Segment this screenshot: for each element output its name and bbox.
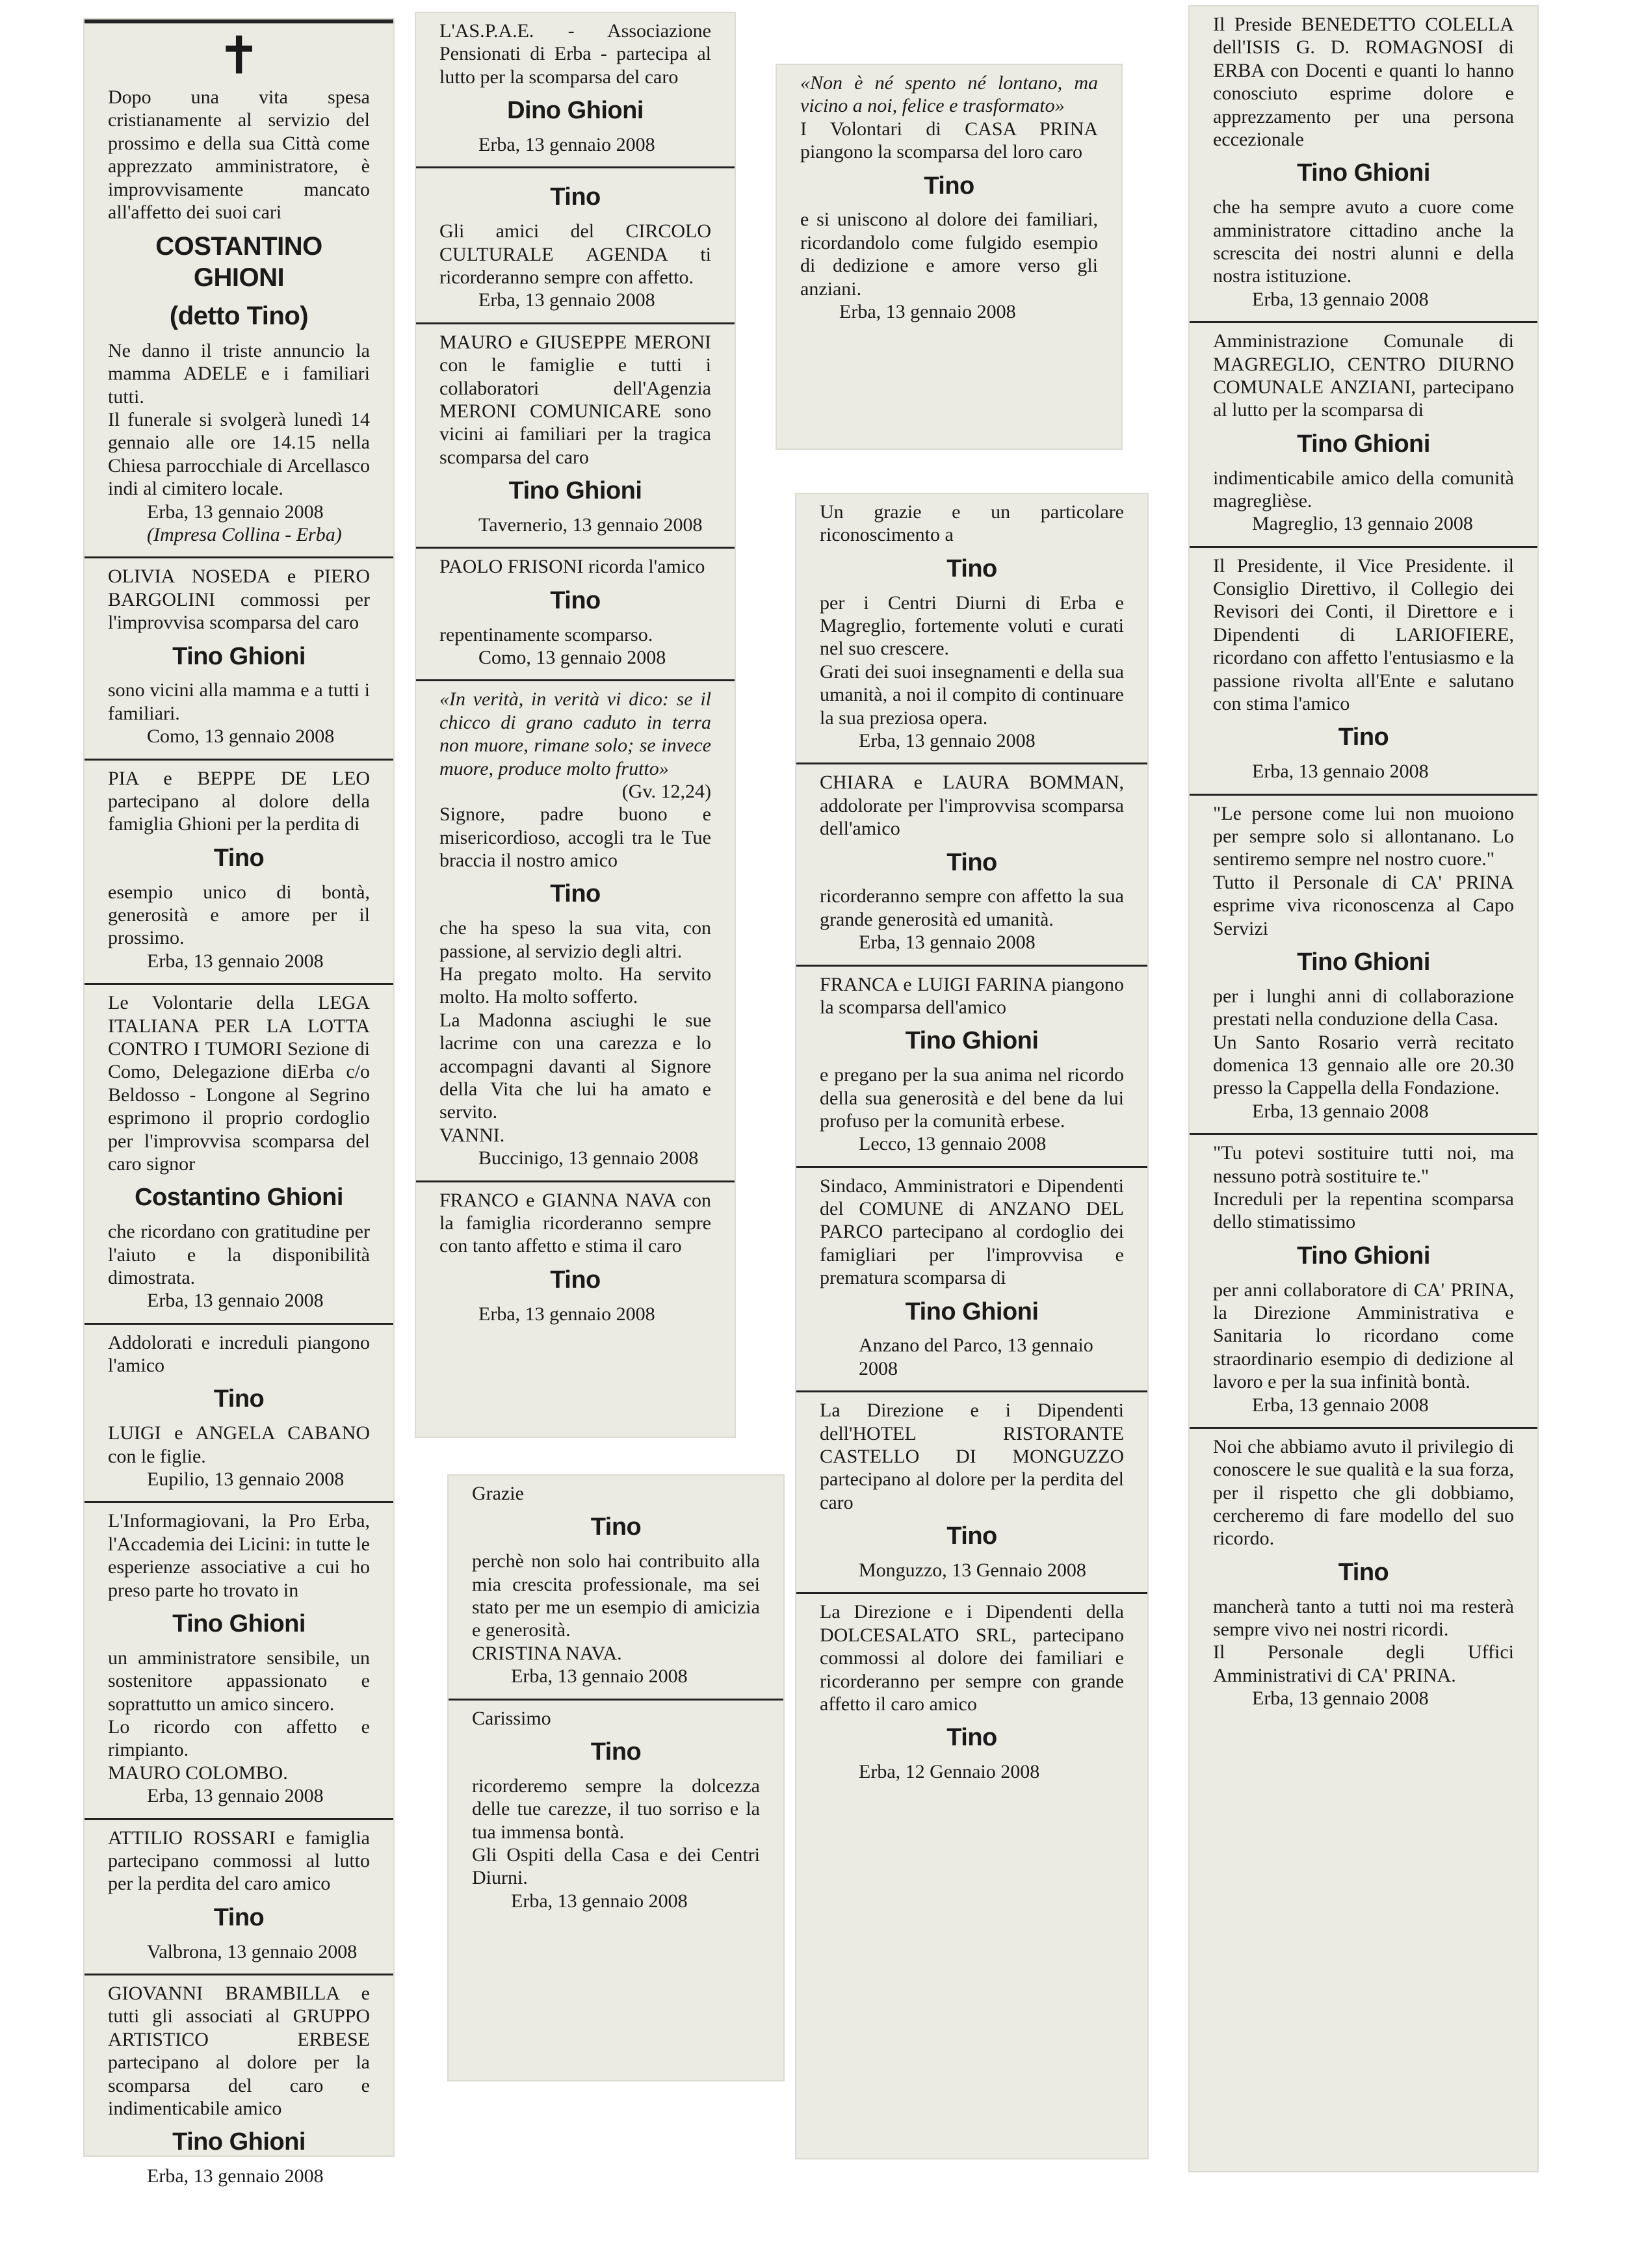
notice-place-date: Valbrona, 13 gennaio 2008 [147,1940,358,1962]
notice-text: Signore, padre buono e misericordioso, accogli tra le Tue braccia il nostro amico [439,803,711,872]
deceased-name: Tino Ghioni [1297,1242,1430,1270]
notice-place-date: Erba, 13 gennaio 2008 [147,501,324,523]
notice-text: Tutto il Personale di CA' PRINA esprime viva riconoscenza al Capo Servizi [1213,871,1514,939]
gospel-quote: «In verità, in verità vi dico: se il chicco di grano caduto in terra non muore, rimane solo; se invece muore, produce molto frutto» [439,688,711,779]
notice-place-date: Erba, 13 gennaio 2008 [511,1665,688,1688]
notice-text: Ne danno il triste annuncio la mamma ADELE e i familiari tutti. [108,339,370,408]
clipping-column-3-upper [777,65,1121,449]
notice-text: Carissimo [472,1707,551,1729]
notice-text: Le Volontarie della LEGA ITALIANA PER LA LOTTA CONTRO I TUMORI Sezione di Como, Delegazione diErba c/o Beldosso - Longone al Segrino esprimono il proprio cordoglio per l'improvvisa scomparsa del caro signor [108,992,370,1175]
deceased-name: Tino [590,1513,642,1541]
notice-text: per anni collaboratore di CA' PRINA, la Direzione Amministrativa e Sanitaria lo ricordano come straordinario esempio di dedizione al lavoro e per la sua infinità bontà. [1213,1279,1514,1393]
deceased-name: Tino Ghioni [1297,159,1430,187]
deceased-name: Costantino Ghioni [135,1184,343,1212]
notice-n7 [85,1818,393,1974]
notice-n2 [85,556,393,758]
notice-n6 [85,1501,393,1818]
notice-text: PAOLO FRISONI ricorda l'amico [439,556,705,578]
notice-text: LUIGI e ANGELA CABANO con le figlie. [108,1422,370,1467]
notice-n17 [777,65,1121,333]
funeral-home: (Impresa Collina - Erba) [147,524,342,546]
notice-text: mancherà tanto a tutti noi ma resterà sempre vivo nei nostri ricordi. [1213,1595,1514,1641]
notice-text: Il funerale si svolgerà lunedì 14 gennaio alle ore 14.15 nella Chiesa parrocchiale di Arcellasco indi al cimitero locale. [108,409,370,500]
deceased-nickname: (detto Tino) [169,301,309,330]
notice-text: Noi che abbiamo avuto il privilegio di conoscere le sue qualità e la sua forza, per il rispetto che gli dobbiamo, cercheremo di fare modello del suo ricordo. [1213,1435,1514,1550]
deceased-name: Tino [550,586,601,614]
notice-quote: "Tu potevi sostituire tutti noi, ma nessuno potrà sostituire te." [1213,1142,1514,1187]
deceased-name: Dino Ghioni [507,97,644,125]
notice-signature: Gli Ospiti della Casa e dei Centri Diurni. [472,1844,760,1889]
notice-text: Ha pregato molto. Ha servito molto. Ha molto sofferto. [439,963,711,1008]
notice-text: PIA e BEPPE DE LEO partecipano al dolore della famiglia Ghioni per la perdita di [108,767,370,835]
notice-text: FRANCO e GIANNA NAVA con la famiglia ricorderanno sempre con tanto affetto e stima il caro [439,1189,711,1257]
notice-n29 [1190,1427,1537,1721]
clipping-column-4 [1190,7,1537,2171]
clipping-column-3-lower [796,494,1147,2158]
notice-text: La Madonna asciughi le sue lacrime con una carezza e lo accompagni davanti al Signore della Vita che lui ha amato e servito. [439,1009,711,1123]
notice-place-date: Erba, 13 gennaio 2008 [1252,1100,1429,1122]
notice-place-date: Erba, 13 gennaio 2008 [859,932,1036,954]
notice-n15 [449,1476,783,1699]
gospel-reference: (Gv. 12,24) [621,780,711,802]
notice-n24 [1190,7,1537,321]
clipping-column-2-upper [416,13,735,1437]
notice-text: un amministratore sensibile, un sostenitore appassionato e soprattutto un amico sincero. [108,1647,370,1715]
deceased-name: Tino Ghioni [508,477,642,505]
notice-text: che ha speso la sua vita, con passione, al servizio degli altri. [439,917,711,962]
notice-n19 [796,763,1147,964]
notice-place-date: Erba, 13 gennaio 2008 [511,1890,688,1912]
notice-place-date: Tavernerio, 13 gennaio 2008 [478,514,703,536]
notice-text: ATTILIO ROSSARI e famiglia partecipano commossi al lutto per la perdita del caro amico [108,1827,370,1895]
notice-text: I Volontari di CASA PRINA piangono la scomparsa del loro caro [800,118,1098,163]
notice-n3 [85,759,393,984]
deceased-name: Tino [213,844,265,872]
notice-place-date: Anzano del Parco, 13 gennaio 2008 [859,1335,1093,1379]
notice-text: FRANCA e LUIGI FARINA piangono la scomparsa dell'amico [820,973,1124,1018]
notice-place-date: Erba, 13 gennaio 2008 [1252,1394,1429,1416]
notice-place-date: Erba, 13 gennaio 2008 [147,950,324,972]
deceased-name: Tino Ghioni [1297,948,1430,976]
deceased-name: COSTANTINO GHIONI [155,232,322,292]
notice-n23 [796,1592,1147,1793]
notice-place-date: Erba, 13 gennaio 2008 [478,1303,655,1325]
notice-n21 [796,1166,1147,1391]
notice-n1 [85,23,393,556]
notice-n13 [416,679,735,1180]
deceased-name: Tino Ghioni [172,1610,306,1638]
deceased-name: Tino Ghioni [905,1027,1039,1055]
notice-n11 [416,322,735,547]
deceased-name: Tino [946,554,997,582]
notice-n25 [1190,321,1537,546]
notice-place-date: Erba, 13 gennaio 2008 [147,1785,324,1807]
deceased-name: Tino [924,172,974,200]
notice-text: CHIARA e LAURA BOMMAN, addolorate per l'improvvisa scomparsa dell'amico [820,772,1124,840]
notice-text: MAURO e GIUSEPPE MERONI con le famiglie e tutti i collaboratori dell'Agenzia MERONI COMUNICARE sono vicini ai familiari per la tragica scomparsa del caro [439,331,711,468]
notice-text: che ricordano con gratitudine per l'aiuto e la disponibilità dimostrata. [108,1221,370,1288]
notice-n5 [85,1323,393,1502]
deceased-name: Tino [946,1724,997,1752]
notice-place-date: Monguzzo, 13 Gennaio 2008 [859,1559,1086,1582]
notice-text: GIOVANNI BRAMBILLA e tutti gli associati al GRUPPO ARTISTICO ERBESE partecipano al dolore per la scomparsa del caro e indimenticabile amico [108,1982,370,2119]
deceased-name: Tino Ghioni [905,1297,1039,1325]
notice-n26 [1190,546,1537,794]
notice-text: per i lunghi anni di collaborazione prestati nella conduzione della Casa. [1213,985,1514,1030]
notice-text: Il Presidente, il Vice Presidente. il Consiglio Direttivo, il Collegio dei Revisori dei Conti, il Direttore e i Dipendenti di LARIOFIERE, ricordano con affetto l'entusiasmo e la passione rivolta all'Ente e salutano con stima l'amico [1213,554,1514,715]
notice-text: indimenticabile amico della comunità magreglièse. [1213,467,1514,512]
notice-place-date: Buccinigo, 13 gennaio 2008 [478,1147,699,1169]
notice-place-date: Erba, 13 gennaio 2008 [478,289,655,311]
notice-quote: "Le persone come lui non muoiono per sempre solo si allontanano. Lo sentiremo sempre nel nostro cuore." [1213,802,1514,870]
notice-n12 [416,547,735,679]
notice-n10 [416,166,735,322]
notice-n8 [85,1974,393,2198]
clipping-column-2-lower [449,1476,783,2080]
notice-text: perchè non solo hai contribuito alla mia crescita professionale, ma sei stato per me un esempio di amicizia e generosità. [472,1550,760,1641]
notice-n14 [416,1180,735,1336]
notice-n22 [796,1390,1147,1592]
notice-text: Increduli per la repentina scomparsa dello stimatissimo [1213,1188,1514,1233]
notice-text: L'AS.P.A.E. - Associazione Pensionati di Erba - partecipa al lutto per la scomparsa del caro [439,20,711,88]
notice-n27 [1190,794,1537,1134]
deceased-name: Tino Ghioni [172,2128,306,2156]
notice-text: Lo ricordo con affetto e rimpianto. [108,1716,370,1761]
notice-place-date: Erba, 13 gennaio 2008 [839,300,1016,322]
notice-text: La Direzione e i Dipendenti della DOLCESALATO SRL, partecipano commossi al dolore dei familiari e ricorderanno per sempre con grande affetto il caro amico [820,1601,1124,1715]
notice-text: L'Informagiovani, la Pro Erba, l'Accademia dei Licini: in tutte le esperienze associative a cui ho preso parte ho trovato in [108,1510,370,1601]
notice-place-date: Erba, 13 gennaio 2008 [1252,761,1429,783]
notice-place-date: Erba, 13 gennaio 2008 [1252,1688,1429,1710]
deceased-name: Tino [550,1266,601,1294]
notice-signature: Il Personale degli Uffici Amministrativi di CA' PRINA. [1213,1641,1514,1686]
notice-text: per i Centri Diurni di Erba e Magreglio, fortemente voluti e curati nel suo crescere. [820,592,1124,660]
notice-place-date: Erba, 12 Gennaio 2008 [859,1761,1040,1783]
notice-place-date: Erba, 13 gennaio 2008 [859,729,1036,751]
notice-signature: MAURO COLOMBO. [108,1762,288,1784]
deceased-name: Tino [1338,723,1389,751]
notice-n28 [1190,1133,1537,1427]
clipping-column-1 [85,20,393,2187]
notice-text: e pregano per la sua anima nel ricordo della sua generosità e del bene da lui profuso per la comunità erbese. [820,1064,1124,1132]
deceased-name: Tino [590,1738,642,1766]
notice-place-date: Erba, 13 gennaio 2008 [147,2165,324,2187]
notice-n4 [85,983,393,1323]
notice-text: ricorderanno sempre con affetto la sua grande generosità ed umanità. [820,885,1124,930]
notice-text: Sindaco, Amministratori e Dipendenti del COMUNE di ANZANO DEL PARCO partecipano al cordoglio dei famigliari per l'improvvisa e prematura scomparsa di [820,1175,1124,1289]
notice-text: esempio unico di bontà, generosità e amore per il prossimo. [108,881,370,949]
deceased-name: Tino [1338,1558,1389,1586]
notice-text: Gli amici del CIRCOLO CULTURALE AGENDA ti ricorderanno sempre con affetto. [439,220,711,288]
deceased-name: Tino [213,1385,265,1413]
notice-place-date: Erba, 13 gennaio 2008 [147,1290,324,1312]
deceased-name: Tino [946,1522,997,1550]
notice-n16 [449,1699,783,1923]
notice-n20 [796,965,1147,1166]
notice-quote: «Non è né spento né lontano, ma vicino a noi, felice e trasformato» [800,72,1098,117]
deceased-name: Tino [550,880,601,908]
notice-place-date: Erba, 13 gennaio 2008 [1252,288,1429,310]
deceased-name: Tino [550,183,601,211]
deceased-name: Tino Ghioni [172,642,306,670]
notice-text: che ha sempre avuto a cuore come amministratore cittadino anche la screscita dei nostri alunni e della nostra istituzione. [1213,196,1514,287]
notice-place-date: Lecco, 13 gennaio 2008 [859,1133,1047,1155]
notice-place-date: Erba, 13 gennaio 2008 [478,134,655,155]
notice-place-date: Magreglio, 13 gennaio 2008 [1252,513,1473,535]
notice-text: Grazie [472,1483,524,1504]
notice-signature: CRISTINA NAVA. [472,1642,622,1664]
latin-cross-icon: ✝ [216,25,261,86]
notice-text: Amministrazione Comunale di MAGREGLIO, CENTRO DIURNO COMUNALE ANZIANI, partecipano al lutto per la scomparsa di [1213,330,1514,421]
notice-place-date: Eupilio, 13 gennaio 2008 [147,1468,345,1491]
notice-text: Un grazie e un particolare riconoscimento a [820,501,1124,546]
notice-n9 [416,13,735,166]
notice-text: Grati dei suoi insegnamenti e della sua umanità, a noi il compito di continuare la sua preziosa opera. [820,660,1124,729]
notice-text: OLIVIA NOSEDA e PIERO BARGOLINI commossi per l'improvvisa scomparsa del caro [108,566,370,634]
notice-text: e si uniscono al dolore dei familiari, ricordandolo come fulgido esempio di dedizione e amore verso gli anziani. [800,209,1098,300]
notice-place-date: Como, 13 gennaio 2008 [478,646,666,668]
notice-text: Un Santo Rosario verrà recitato domenica 13 gennaio alle ore 20.30 presso la Cappella della Fondazione. [1213,1031,1514,1099]
notice-text: sono vicini alla mamma e a tutti i familiari. [108,679,370,724]
notice-text: Addolorati e increduli piangono l'amico [108,1331,370,1377]
notice-n18 [796,494,1147,763]
notice-place-date: Como, 13 gennaio 2008 [147,725,335,748]
notice-text: ricorderemo sempre la dolcezza delle tue carezze, il tuo sorriso e la tua immensa bontà. [472,1775,760,1843]
notice-text: Dopo una vita spesa cristianamente al servizio del prossimo e della sua Città come apprezzato amministratore, è improvvisamente mancato all'affetto dei suoi cari [108,86,370,223]
deceased-name: Tino [213,1903,265,1931]
notice-text: repentinamente scomparso. [439,623,653,645]
notice-signature: VANNI. [439,1124,505,1146]
notice-text: Il Preside BENEDETTO COLELLA dell'ISIS G. D. ROMAGNOSI di ERBA con Docenti e quanti lo hanno conosciuto esprime dolore e apprezzamento per una persona eccezionale [1213,14,1514,150]
deceased-name: Tino [946,848,997,876]
notice-text: La Direzione e i Dipendenti dell'HOTEL RISTORANTE CASTELLO DI MONGUZZO partecipano al dolore per la perdita del caro [820,1400,1124,1513]
deceased-name: Tino Ghioni [1297,430,1430,458]
